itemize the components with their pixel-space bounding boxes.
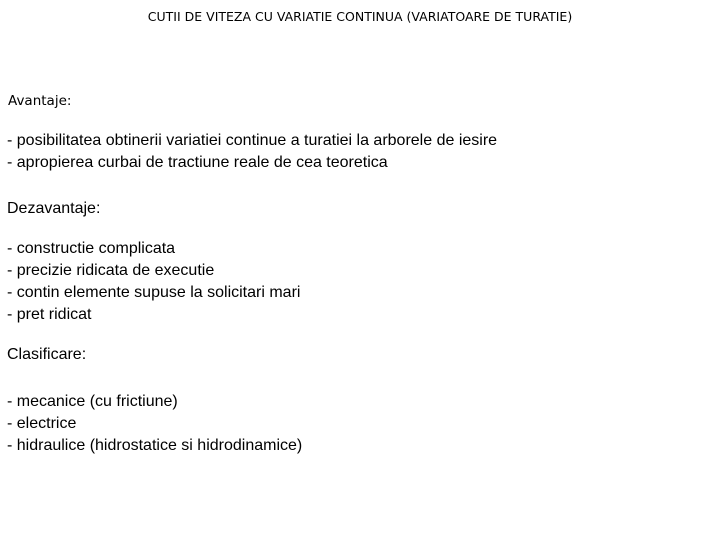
clasificare-heading: Clasificare:: [7, 346, 87, 363]
page-title: CUTII DE VITEZA CU VARIATIE CONTINUA (VARIATOARE DE TURATIE): [147, 9, 573, 24]
clasificare-item: - electrice: [7, 415, 77, 432]
dezavantaje-heading: Dezavantaje:: [7, 200, 101, 217]
dezavantaje-list: [7, 238, 300, 326]
dezavantaje-item: - constructie complicata: [7, 240, 176, 257]
clasificare-list: [7, 391, 302, 457]
dezavantaje-item: - precizie ridicata de executie: [7, 262, 215, 279]
dezavantaje-item: - contin elemente supuse la solicitari mari: [7, 284, 301, 301]
clasificare-item: - mecanice (cu frictiune): [7, 393, 178, 410]
avantaje-heading: Avantaje:: [8, 93, 72, 109]
avantaje-item: - posibilitatea obtinerii variatiei continue a turatiei la arborele de iesire: [7, 132, 498, 149]
clasificare-item: - hidraulice (hidrostatice si hidrodinamice): [7, 437, 303, 454]
avantaje-item: - apropierea curbai de tractiune reale de cea teoretica: [7, 154, 388, 171]
dezavantaje-item: - pret ridicat: [7, 306, 92, 323]
avantaje-list: [7, 130, 497, 174]
